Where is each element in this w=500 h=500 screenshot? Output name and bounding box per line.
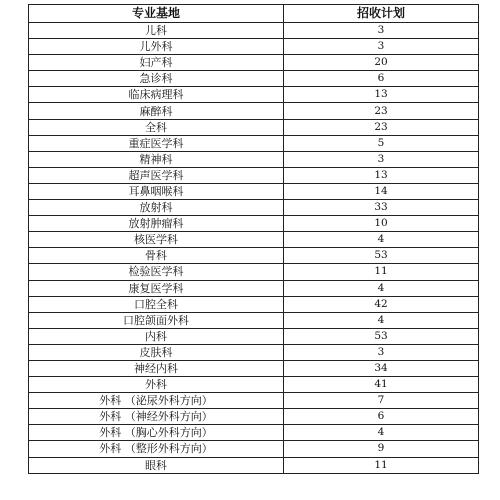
enrollment-plan-cell: 6	[284, 71, 479, 87]
specialty-base-cell: 口腔全科	[29, 296, 284, 312]
specialty-base-cell: 皮肤科	[29, 344, 284, 360]
enrollment-plan-cell: 23	[284, 103, 479, 119]
specialty-base-cell: 神经内科	[29, 360, 284, 376]
table-row	[29, 216, 479, 232]
enrollment-plan-cell: 10	[284, 216, 479, 232]
specialty-base-cell: 儿科	[29, 23, 284, 39]
specialty-base-cell: 全科	[29, 119, 284, 135]
specialty-base-cell: 临床病理科	[29, 87, 284, 103]
specialty-base-cell: 眼科	[29, 457, 284, 473]
table-row	[29, 393, 479, 409]
table-row	[29, 457, 479, 473]
specialty-base-cell: 康复医学科	[29, 280, 284, 296]
table-body	[29, 23, 479, 474]
enrollment-plan-cell: 42	[284, 296, 479, 312]
specialty-base-cell: 外科	[29, 377, 284, 393]
enrollment-plan-cell: 53	[284, 248, 479, 264]
table-row	[29, 103, 479, 119]
header-enrollment-plan: 招收计划	[284, 5, 479, 23]
specialty-base-cell: 外科 （泌尿外科方向）	[29, 393, 284, 409]
specialty-base-cell: 放射科	[29, 200, 284, 216]
specialty-base-cell: 麻醉科	[29, 103, 284, 119]
enrollment-plan-cell: 9	[284, 441, 479, 457]
enrollment-plan-cell: 4	[284, 312, 479, 328]
specialty-base-cell: 外科 （胸心外科方向）	[29, 425, 284, 441]
specialty-base-cell: 急诊科	[29, 71, 284, 87]
table-row	[29, 441, 479, 457]
table-row	[29, 296, 479, 312]
table-row	[29, 360, 479, 376]
table-row	[29, 23, 479, 39]
enrollment-plan-cell: 4	[284, 280, 479, 296]
enrollment-plan-cell: 5	[284, 135, 479, 151]
table-row	[29, 151, 479, 167]
enrollment-plan-cell: 41	[284, 377, 479, 393]
enrollment-plan-cell: 11	[284, 457, 479, 473]
enrollment-plan-cell: 13	[284, 167, 479, 183]
enrollment-plan-cell: 3	[284, 344, 479, 360]
enrollment-plan-table	[28, 4, 479, 474]
enrollment-plan-cell: 11	[284, 264, 479, 280]
table-row	[29, 264, 479, 280]
table-row	[29, 232, 479, 248]
enrollment-plan-cell: 4	[284, 232, 479, 248]
specialty-base-cell: 超声医学科	[29, 167, 284, 183]
table-row	[29, 200, 479, 216]
enrollment-plan-cell: 3	[284, 151, 479, 167]
enrollment-plan-cell: 53	[284, 328, 479, 344]
table-row	[29, 328, 479, 344]
table-row	[29, 377, 479, 393]
specialty-base-cell: 妇产科	[29, 55, 284, 71]
table-row	[29, 248, 479, 264]
enrollment-plan-cell: 33	[284, 200, 479, 216]
specialty-base-cell: 精神科	[29, 151, 284, 167]
table-row	[29, 119, 479, 135]
enrollment-plan-cell: 13	[284, 87, 479, 103]
enrollment-plan-cell: 7	[284, 393, 479, 409]
table-row	[29, 183, 479, 199]
table-row	[29, 344, 479, 360]
table-row	[29, 425, 479, 441]
enrollment-plan-cell: 14	[284, 183, 479, 199]
specialty-base-cell: 内科	[29, 328, 284, 344]
enrollment-plan-cell: 34	[284, 360, 479, 376]
table-row	[29, 135, 479, 151]
table-header-row	[29, 5, 479, 23]
table-row	[29, 55, 479, 71]
enrollment-plan-cell: 3	[284, 39, 479, 55]
specialty-base-cell: 外科 （整形外科方向）	[29, 441, 284, 457]
enrollment-plan-cell: 23	[284, 119, 479, 135]
specialty-base-cell: 儿外科	[29, 39, 284, 55]
table-row	[29, 167, 479, 183]
table-row	[29, 71, 479, 87]
specialty-base-cell: 核医学科	[29, 232, 284, 248]
enrollment-plan-cell: 3	[284, 23, 479, 39]
specialty-base-cell: 耳鼻咽喉科	[29, 183, 284, 199]
specialty-base-cell: 口腔颌面外科	[29, 312, 284, 328]
specialty-base-cell: 放射肿瘤科	[29, 216, 284, 232]
table-row	[29, 409, 479, 425]
table-row	[29, 280, 479, 296]
specialty-base-cell: 外科 （神经外科方向）	[29, 409, 284, 425]
table-row	[29, 39, 479, 55]
enrollment-plan-cell: 6	[284, 409, 479, 425]
table-row	[29, 87, 479, 103]
specialty-base-cell: 重症医学科	[29, 135, 284, 151]
header-specialty-base: 专业基地	[29, 5, 284, 23]
enrollment-plan-cell: 20	[284, 55, 479, 71]
enrollment-plan-cell: 4	[284, 425, 479, 441]
table-row	[29, 312, 479, 328]
specialty-base-cell: 检验医学科	[29, 264, 284, 280]
specialty-base-cell: 骨科	[29, 248, 284, 264]
